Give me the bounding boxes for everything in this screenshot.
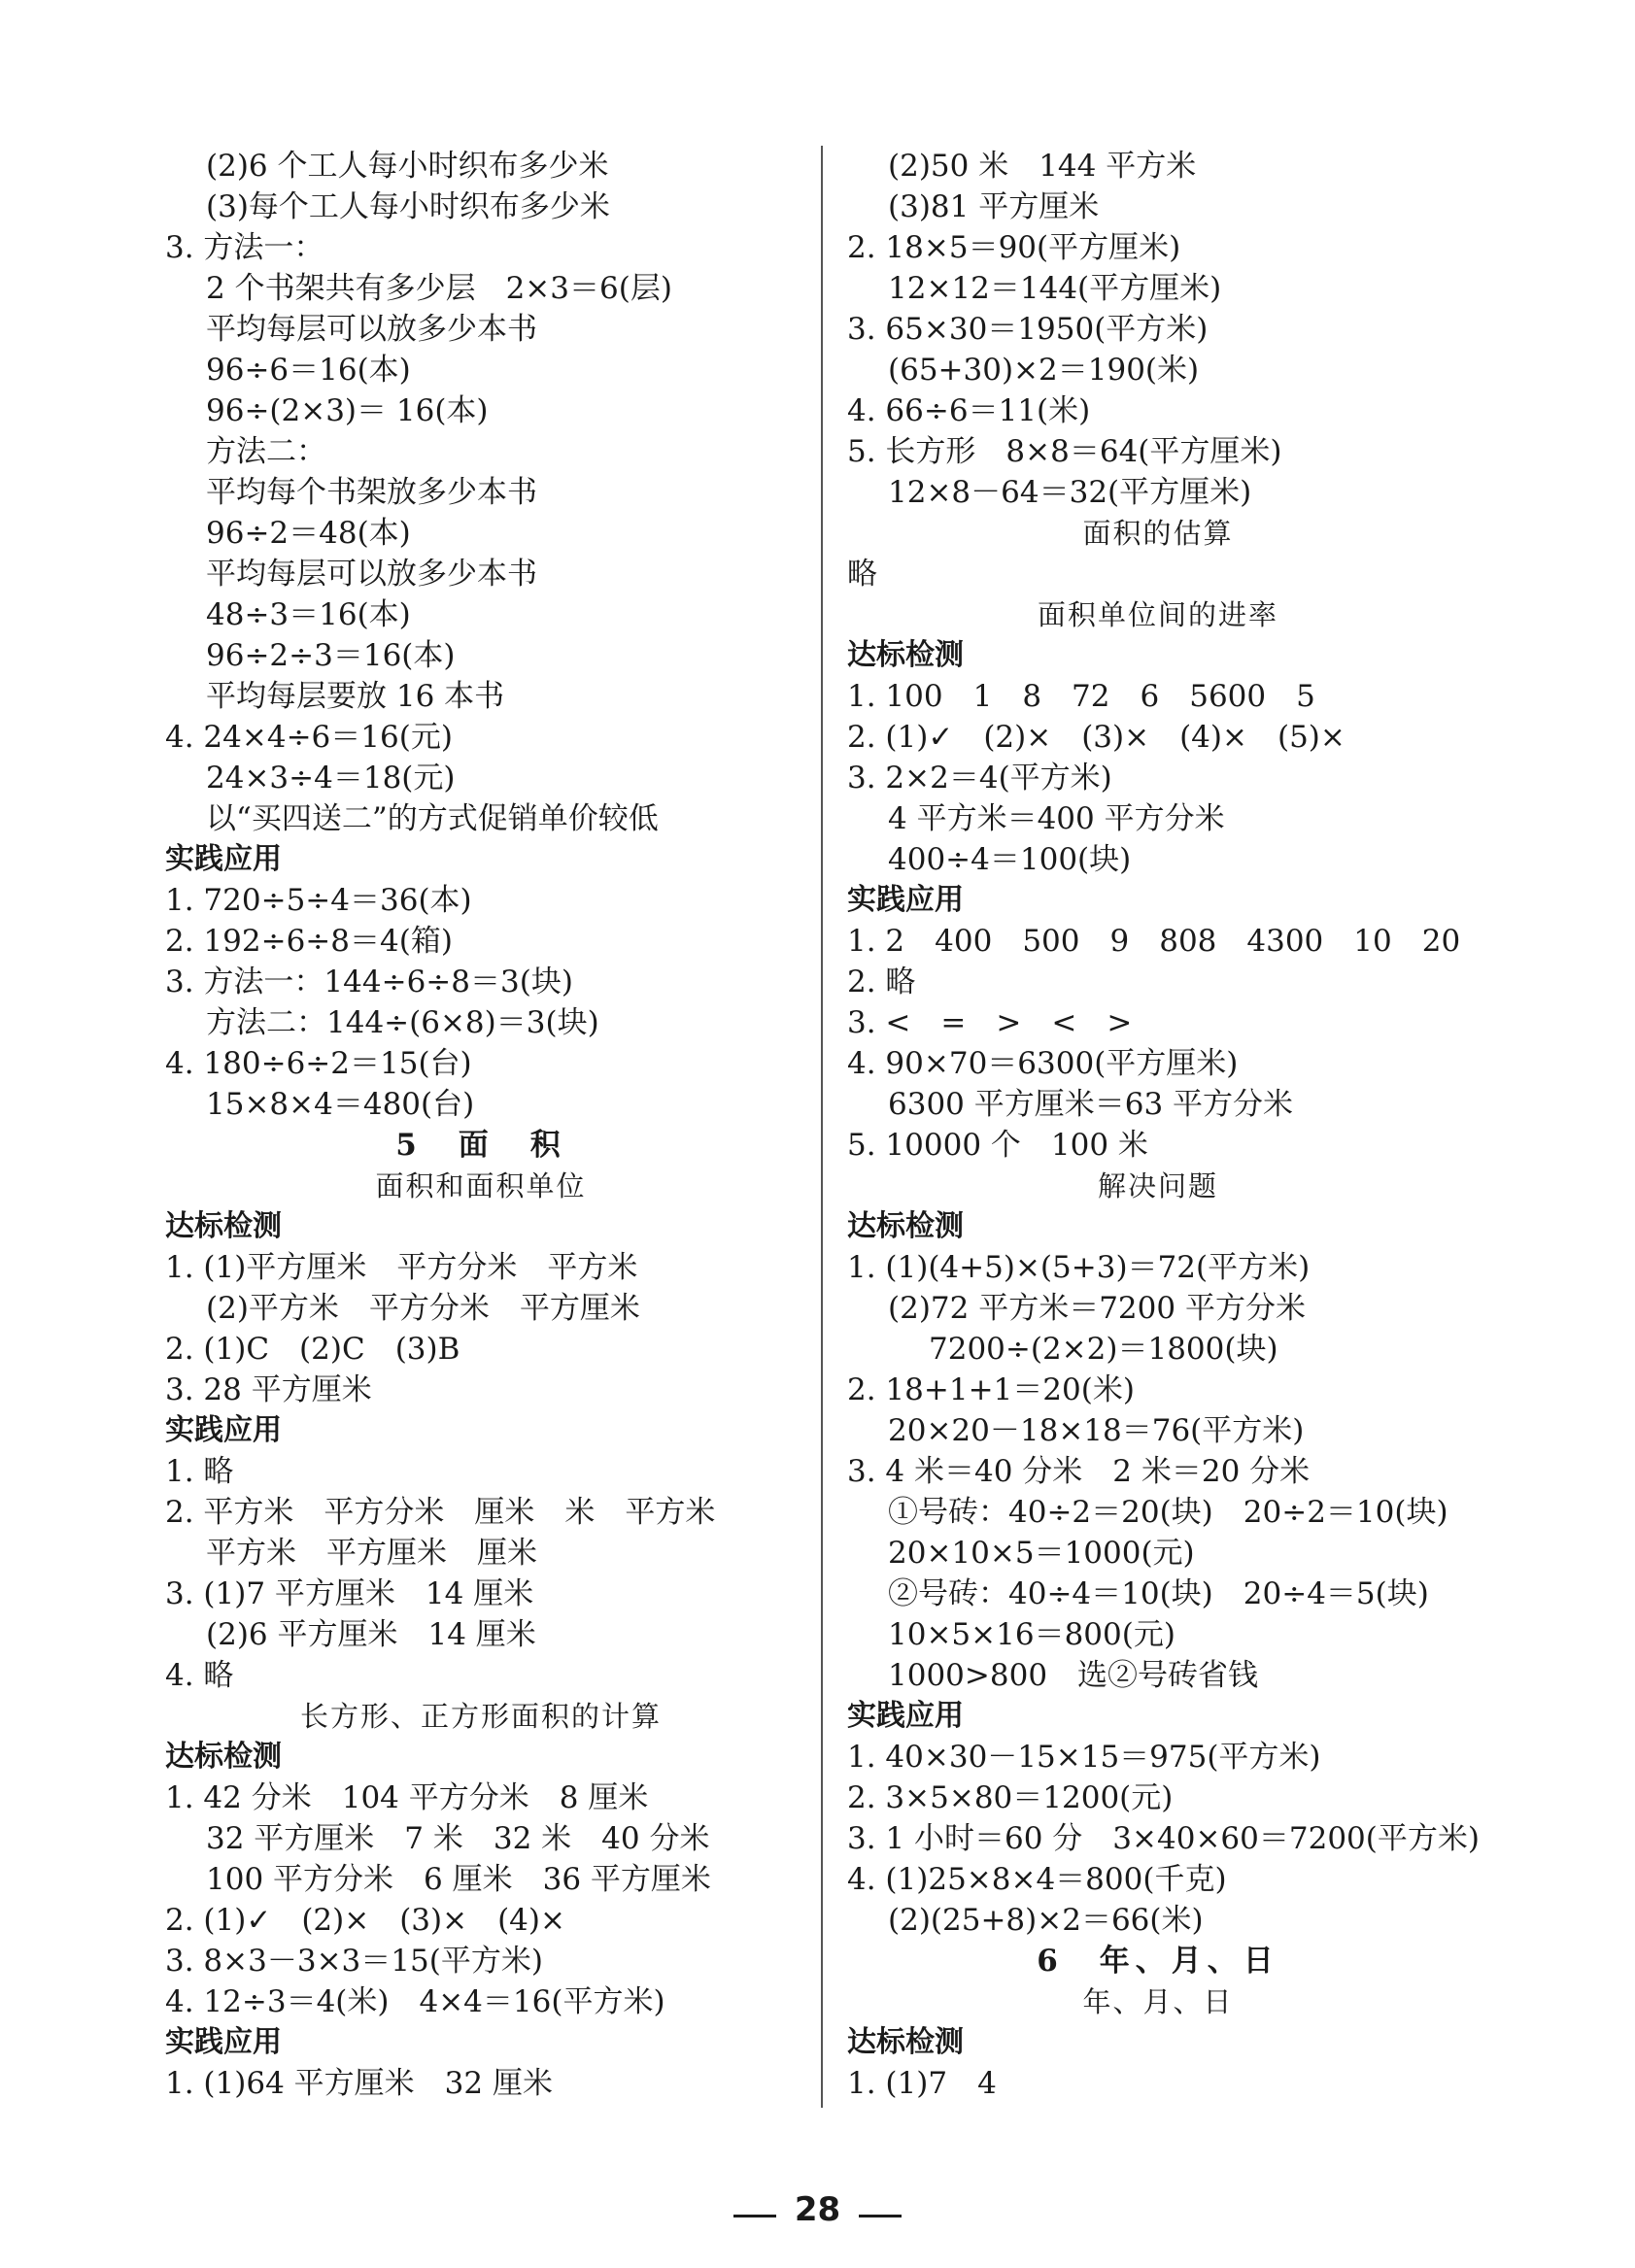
answer-line: 96÷6＝16(本)	[206, 353, 411, 388]
answer-line: 3. 方法一：144÷6÷8＝3(块)	[165, 965, 573, 999]
subsection-title: 年、月、日	[1082, 1985, 1234, 2018]
answer-line: 平均每层可以放多少本书	[206, 312, 537, 347]
answer-line: 4. 12÷3＝4(米) 4×4＝16(平方米)	[165, 1984, 665, 2019]
answer-line: 4 平方米＝400 平方分米	[888, 801, 1225, 836]
chapter-title: 5 面 积	[395, 1128, 566, 1163]
answer-line: 1. (1)平方厘米 平方分米 平方米	[165, 1250, 638, 1285]
section-heading: 达标检测	[165, 1740, 282, 1774]
answer-line: 5. 长方形 8×8＝64(平方厘米)	[847, 434, 1282, 469]
section-heading: 实践应用	[847, 883, 964, 917]
answer-line: 24×3÷4＝18(元)	[206, 761, 456, 795]
answer-line: 4. 略	[165, 1658, 234, 1693]
answer-line: 1. 2 400 500 9 808 4300 10 20	[847, 924, 1461, 959]
section-heading: 达标检测	[847, 2025, 964, 2059]
section-heading: 实践应用	[847, 1699, 964, 1733]
answer-line: 400÷4＝100(块)	[888, 842, 1132, 877]
answer-line: 2. 3×5×80＝1200(元)	[847, 1780, 1174, 1815]
answer-line: 12×12＝144(平方厘米)	[888, 271, 1222, 306]
answer-line: 3. < = > < >	[847, 1005, 1133, 1040]
answer-line: 2. 略	[847, 965, 916, 999]
answer-line: 100 平方分米 6 厘米 36 平方厘米	[206, 1862, 711, 1897]
column-divider	[821, 146, 823, 2108]
answer-line: 1. 40×30－15×15＝975(平方米)	[847, 1740, 1321, 1775]
answer-line: 1. 100 1 8 72 6 5600 5	[847, 679, 1315, 714]
answer-line: 1000>800 选②号砖省钱	[888, 1658, 1259, 1693]
subsection-title: 面积的估算	[1082, 517, 1234, 550]
answer-line: 4. 180÷6÷2＝15(台)	[165, 1046, 472, 1081]
answer-line: 3. 1 小时＝60 分 3×40×60＝7200(平方米)	[847, 1821, 1480, 1856]
answer-line: 48÷3＝16(本)	[206, 597, 411, 632]
answer-line: 1. (1)64 平方厘米 32 厘米	[165, 2066, 553, 2101]
section-heading: 实践应用	[165, 2025, 282, 2059]
answer-line: 4. 66÷6＝11(米)	[847, 393, 1091, 428]
answer-line: 2. (1)✓ (2)× (3)× (4)×	[165, 1903, 565, 1938]
chapter-title: 6 年、月、日	[1037, 1944, 1279, 1979]
section-heading: 达标检测	[847, 1209, 964, 1243]
answer-line: 5. 10000 个 100 米	[847, 1128, 1148, 1163]
answer-line: 96÷2÷3＝16(本)	[206, 638, 456, 673]
answer-line: ②号砖：40÷4＝10(块) 20÷4＝5(块)	[888, 1576, 1429, 1611]
answer-line: 以“买四送二”的方式促销单价较低	[206, 801, 659, 836]
answer-line: 20×20－18×18＝76(平方米)	[888, 1413, 1305, 1448]
answer-line: (2)50 米 144 平方米	[888, 149, 1197, 184]
answer-line: 2 个书架共有多少层 2×3＝6(层)	[206, 271, 672, 306]
answer-line: 3. 方法一：	[165, 230, 324, 265]
answer-line: 方法二：144÷(6×8)＝3(块)	[206, 1005, 599, 1040]
subsection-title: 面积单位间的进率	[1037, 598, 1278, 631]
answer-line: 7200÷(2×2)＝1800(块)	[929, 1332, 1278, 1367]
answer-line: ①号砖：40÷2＝20(块) 20÷2＝10(块)	[888, 1495, 1448, 1530]
answer-line: 3. 28 平方厘米	[165, 1372, 372, 1407]
answer-line: 2. 18×5＝90(平方厘米)	[847, 230, 1181, 265]
answer-line: (65+30)×2＝190(米)	[888, 353, 1200, 388]
footer-dash-right	[859, 2215, 902, 2217]
answer-line: (2)(25+8)×2＝66(米)	[888, 1903, 1204, 1938]
answer-line: 4. 90×70＝6300(平方厘米)	[847, 1046, 1239, 1081]
answer-line: 平均每层可以放多少本书	[206, 557, 537, 592]
answer-line: (2)平方米 平方分米 平方厘米	[206, 1291, 640, 1326]
section-heading: 实践应用	[165, 1413, 282, 1447]
right-column	[847, 146, 1480, 2104]
footer-dash-left	[733, 2215, 776, 2217]
answer-line: 96÷2＝48(本)	[206, 516, 411, 551]
answer-line: 2. 平方米 平方分米 厘米 米 平方米	[165, 1495, 716, 1530]
answer-line: (2)6 平方厘米 14 厘米	[206, 1617, 536, 1652]
subsection-title: 面积和面积单位	[375, 1169, 587, 1202]
subsection-title: 解决问题	[1097, 1169, 1218, 1202]
answer-line: 3. 65×30＝1950(平方米)	[847, 312, 1209, 347]
left-column	[165, 146, 797, 2104]
answer-line: 3. 2×2＝4(平方米)	[847, 761, 1112, 795]
answer-line: 1. (1)(4+5)×(5+3)＝72(平方米)	[847, 1250, 1311, 1285]
answer-line: 10×5×16＝800(元)	[888, 1617, 1175, 1652]
answer-line: 4. 24×4÷6＝16(元)	[165, 720, 453, 755]
answer-line: (3)每个工人每小时织布多少米	[206, 189, 610, 224]
answer-line: 3. (1)7 平方厘米 14 厘米	[165, 1576, 534, 1611]
answer-line: 平均每个书架放多少本书	[206, 475, 537, 510]
answer-line: 平均每层要放 16 本书	[206, 679, 505, 714]
answer-line: 32 平方厘米 7 米 32 米 40 分米	[206, 1821, 710, 1856]
answer-line: 1. 略	[165, 1454, 234, 1489]
answer-line: 方法二：	[206, 434, 326, 469]
answer-line: 2. 192÷6÷8＝4(箱)	[165, 924, 453, 959]
answer-line: 1. 42 分米 104 平方分米 8 厘米	[165, 1780, 649, 1815]
answer-line: 20×10×5＝1000(元)	[888, 1536, 1195, 1571]
answer-line: 96÷(2×3)＝ 16(本)	[206, 393, 489, 428]
subsection-title: 长方形、正方形面积的计算	[299, 1700, 662, 1733]
answer-line: 2. (1)✓ (2)× (3)× (4)× (5)×	[847, 720, 1345, 755]
answer-line: 3. 4 米＝40 分米 2 米＝20 分米	[847, 1454, 1311, 1489]
answer-line: 3. 8×3－3×3＝15(平方米)	[165, 1944, 543, 1979]
answer-line: (3)81 平方厘米	[888, 189, 1100, 224]
answer-line: (2)6 个工人每小时织布多少米	[206, 149, 609, 184]
answer-line: 2. 18+1+1＝20(米)	[847, 1372, 1135, 1407]
answer-line: 略	[847, 557, 877, 592]
answer-line: 12×8－64＝32(平方厘米)	[888, 475, 1252, 510]
answer-line: 4. (1)25×8×4＝800(千克)	[847, 1862, 1227, 1897]
answer-line: 1. 720÷5÷4＝36(本)	[165, 883, 472, 918]
section-heading: 达标检测	[165, 1209, 282, 1243]
page-footer	[0, 2190, 1635, 2229]
page-number: 28	[794, 2190, 841, 2229]
answer-line: 1. (1)7 4	[847, 2066, 997, 2101]
answer-line: 平方米 平方厘米 厘米	[206, 1536, 537, 1571]
answer-line: (2)72 平方米＝7200 平方分米	[888, 1291, 1306, 1326]
answer-line: 6300 平方厘米＝63 平方分米	[888, 1087, 1294, 1122]
answer-line: 15×8×4＝480(台)	[206, 1087, 475, 1122]
section-heading: 实践应用	[165, 842, 282, 876]
section-heading: 达标检测	[847, 638, 964, 672]
answer-line: 2. (1)C (2)C (3)B	[165, 1332, 460, 1367]
